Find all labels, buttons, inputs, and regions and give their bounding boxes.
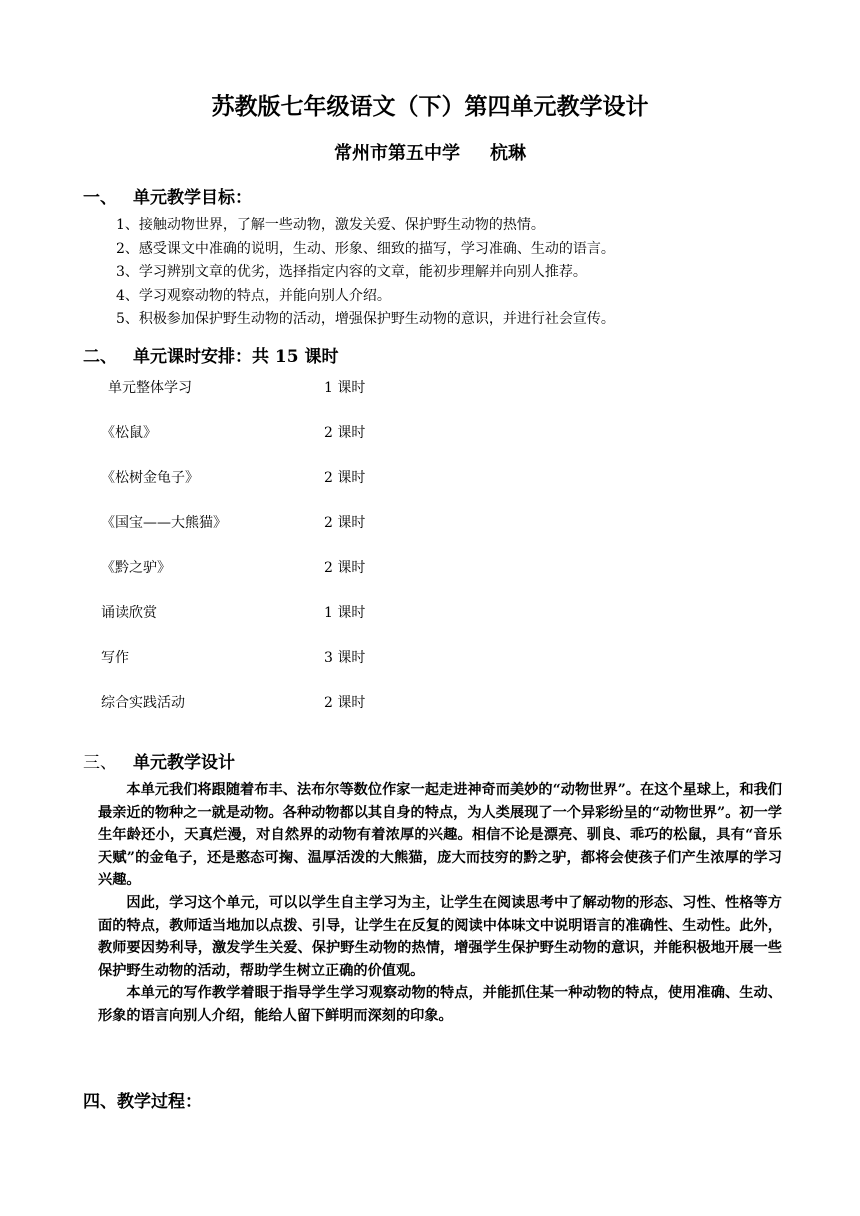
goal-item: 1、接触动物世界，了解一些动物，激发关爱、保护野生动物的热情。: [116, 217, 545, 233]
lesson-name: 综合实践活动: [101, 695, 185, 711]
section-title: 单元课时安排：共 15 课时: [133, 347, 339, 367]
lesson-hours: 3 课时: [324, 650, 366, 666]
section-process-heading: 四、教学过程：: [83, 1092, 202, 1112]
lesson-hours: 2 课时: [324, 560, 366, 576]
section-number: 一、: [83, 188, 117, 208]
lesson-name: 《黔之驴》: [101, 560, 171, 576]
lesson-name: 诵读欣赏: [101, 605, 157, 621]
lesson-hours: 1 课时: [324, 605, 366, 621]
school-name: 常州市第五中学: [334, 143, 460, 164]
document-byline: [0, 139, 860, 165]
lesson-hours: 2 课时: [324, 470, 366, 486]
section-design-heading: [83, 748, 235, 773]
author-name: 杭琳: [490, 143, 526, 164]
design-paragraph: 本单元的写作教学着眼于指导学生学习观察动物的特点，并能抓住某一种动物的特点，使用准确、生动、形象的语言向别人介绍，能给人留下鲜明而深刻的印象。: [98, 985, 782, 1024]
goals-list: [116, 214, 615, 332]
design-paragraph: 本单元我们将跟随着布丰、法布尔等数位作家一起走进神奇而美妙的“动物世界”。在这个星球上，和我们最亲近的物种之一就是动物。各种动物都以其自身的特点，为人类展现了一个异彩纷呈的“动物世界”。初一学生年龄还小，天真烂漫，对自然界的动物有着浓厚的兴趣。相信不论是漂亮、驯良、乖巧的松鼠，具有“音乐天赋”的金龟子，还是憨态可掬、温厚活泼的大熊猫，庞大而技穷的黔之驴，都将会使孩子们产生浓厚的学习兴趣。: [98, 782, 782, 889]
document-title: 苏教版七年级语文（下）第四单元教学设计: [211, 93, 649, 120]
design-body: [98, 779, 782, 1028]
lesson-name: 《国宝——大熊猫》: [101, 515, 227, 531]
section-number: 三、: [83, 753, 117, 773]
goal-item: 2、感受课文中准确的说明，生动、形象、细致的描写，学习准确、生动的语言。: [116, 240, 615, 257]
lesson-name: 《松树金龟子》: [101, 470, 199, 486]
design-paragraph: 因此，学习这个单元，可以以学生自主学习为主，让学生在阅读思考中了解动物的形态、习性、性格等方面的特点，教师适当地加以点拨、引导，让学生在反复的阅读中体味文中说明语言的准确性、生动性。此外，教师要因势利导，激发学生关爱、保护野生动物的热情，增强学生保护野生动物的意识，并能积极地开展一些保护野生动物的活动，帮助学生树立正确的价值观。: [98, 894, 782, 979]
section-title: 单元教学目标：: [133, 188, 252, 208]
goal-item: 3、学习辨别文章的优劣，选择指定内容的文章，能初步理解并向别人推荐。: [116, 264, 587, 280]
lesson-hours: 1 课时: [324, 380, 366, 396]
goal-item: 5、积极参加保护野生动物的活动，增强保护野生动物的意识，并进行社会宣传。: [116, 311, 615, 327]
lesson-name: 《松鼠》: [101, 425, 157, 441]
section-number: 二、: [83, 347, 117, 367]
lesson-name: 单元整体学习: [108, 380, 192, 396]
lesson-hours: 2 课时: [324, 515, 366, 531]
lesson-hours: 2 课时: [324, 695, 366, 711]
section-goals-heading: [83, 183, 252, 208]
goal-item: 4、学习观察动物的特点，并能向别人介绍。: [116, 287, 391, 304]
section-schedule-heading: [83, 342, 339, 367]
section-title: 单元教学设计: [133, 753, 235, 773]
lesson-hours: 2 课时: [324, 425, 366, 441]
lesson-name: 写作: [101, 650, 129, 666]
